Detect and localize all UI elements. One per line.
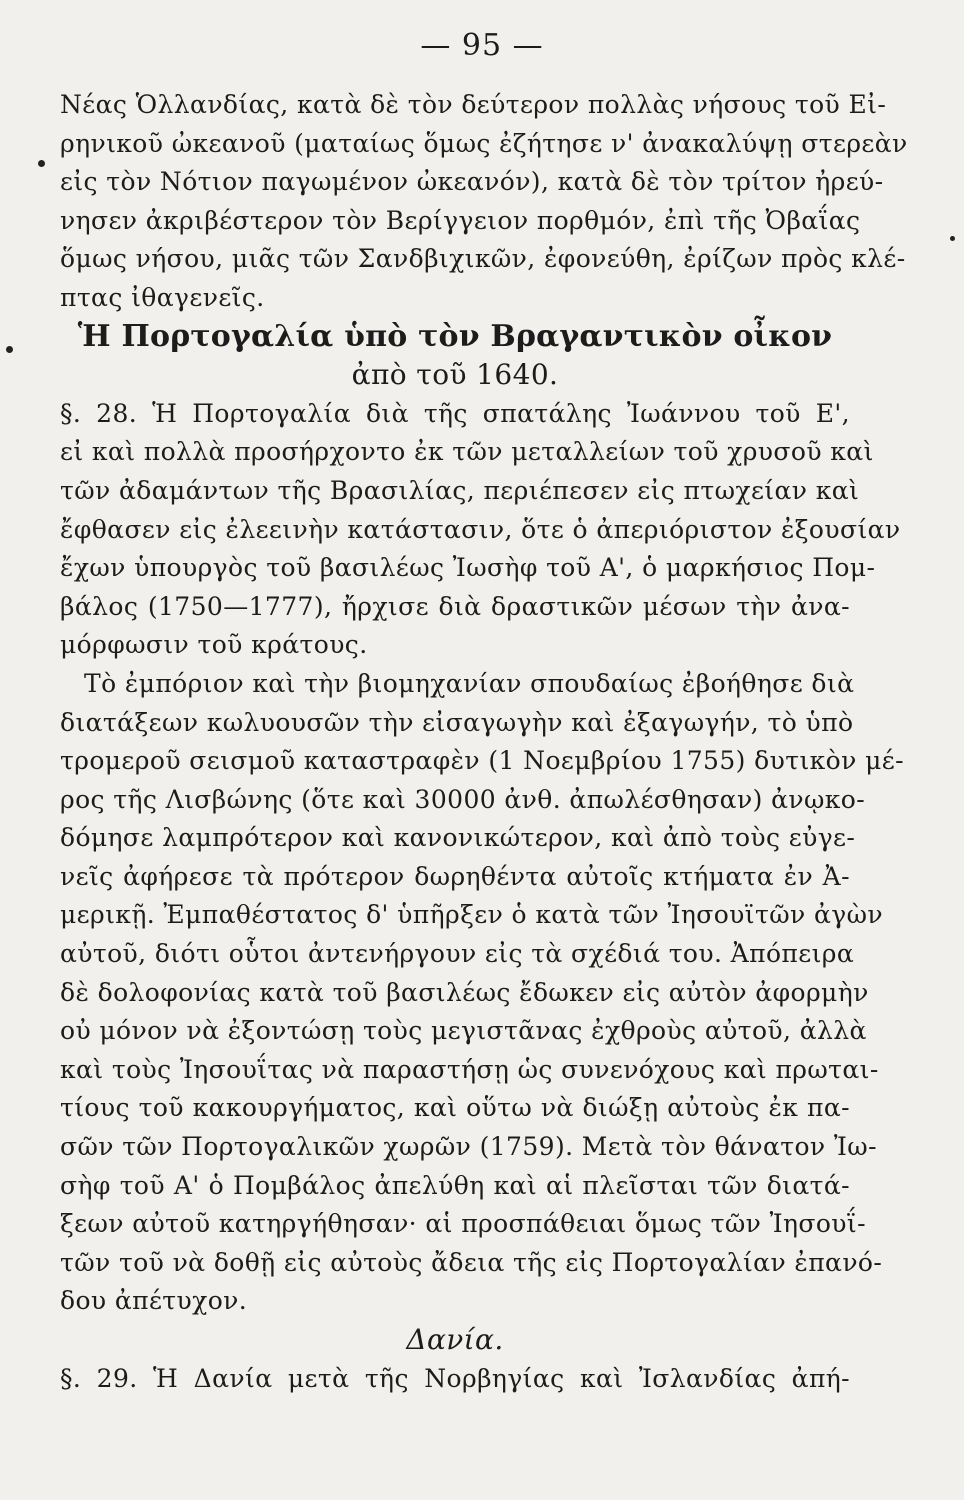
text-line: αὐτοῦ, διότι οὗτοι ἀντενήργουν εἰς τὰ σχέδιά του. Ἀπόπειρα [60,939,855,969]
section-heading: Δανία. [406,1323,504,1356]
text-line: ὅμως νήσου, μιᾶς τῶν Σανδβιχικῶν, ἐφονεύθη, ἐρίζων πρὸς κλέ- [60,244,906,274]
text-line: ἔφθασεν εἰς ἐλεεινὴν κατάστασιν, ὅτε ὁ ἀπεριόριστον ἐξουσίαν [60,514,901,544]
text-line: Νέας Ὁλλανδίας, κατὰ δὲ τὸν δεύτερον πολλὰς νήσους τοῦ Εἰ- [60,90,887,119]
text-line: τίους τοῦ κακουργήματος, καὶ οὕτω νὰ διώξῃ αὐτοὺς ἐκ πα- [60,1093,850,1123]
ink-spot [38,160,45,167]
ink-spot [6,346,13,353]
text-line: νεῖς ἀφήρεσε τὰ πρότερον δωρηθέντα αὐτοῖς κτήματα ἐν Ἀ- [60,861,850,891]
text-line: ρηνικοῦ ὠκεανοῦ (ματαίως ὅμως ἐζήτησε ν' ἀνακαλύψῃ στερεὰν [60,128,908,158]
text-line: τῶν ἀδαμάντων τῆς Βρασιλίας, περιέπεσεν εἰς πτωχείαν καὶ [60,475,860,505]
text-line: §. 29. Ἡ Δανία μετὰ τῆς Νορβηγίας καὶ Ἰσλανδίας ἀπή- [60,1363,850,1393]
text-line: §. 28. Ἡ Πορτογαλία διὰ τῆς σπατάλης Ἰωάννου τοῦ Ε', [60,398,850,428]
text-line: εἰς τὸν Νότιον παγωμένον ὠκεανόν), κατὰ δὲ τὸν τρίτον ἠρεύ- [60,167,884,197]
text-line: δου ἀπέτυχον. [60,1286,248,1316]
text-line: πτας ἰθαγενεῖς. [60,282,265,312]
text-line: σὴφ τοῦ Α' ὁ Πομβάλος ἀπελύθη καὶ αἱ πλεῖσται τῶν διατά- [60,1170,850,1200]
text-line: μόρφωσιν τοῦ κράτους. [60,630,368,660]
text-line: οὐ μόνον νὰ ἐξοντώσῃ τοὺς μεγιστᾶνας ἐχθροὺς αὐτοῦ, ἀλλὰ [60,1016,867,1046]
text-line: σῶν τῶν Πορτογαλικῶν χωρῶν (1759). Μετὰ τὸν θάνατον Ἰω- [60,1132,877,1162]
page-number: — 95 — [420,28,544,63]
text-line: τῶν τοῦ νὰ δοθῇ εἰς αὐτοὺς ἄδεια τῆς εἰς Πορτογαλίαν ἐπανό- [60,1247,883,1277]
text-line: ξεων αὐτοῦ κατηργήθησαν· αἱ προσπάθειαι ὅμως τῶν Ἰησουΐ- [60,1209,866,1239]
text-line: εἰ καὶ πολλὰ προσήρχοντο ἐκ τῶν μεταλλείων τοῦ χρυσοῦ καὶ [60,437,874,467]
section-heading-date: ἀπὸ τοῦ 1640. [351,358,559,392]
text-line: ρος τῆς Λισβώνης (ὅτε καὶ 30000 ἀνθ. ἀπωλέσθησαν) ἀνῳκο- [60,784,866,814]
text-line: δὲ δολοφονίας κατὰ τοῦ βασιλέως ἔδωκεν εἰς αὐτὸν ἀφορμὴν [60,977,869,1007]
text-line: νησεν ἀκριβέστερον τὸν Βερίγγειον πορθμόν, ἐπὶ τῆς Ὀβαΐας [60,205,861,235]
text-line: βάλος (1750—1777), ἤρχισε διὰ δραστικῶν μέσων τὴν ἀνα- [60,591,850,621]
ink-spot [950,236,955,241]
text-line: Τὸ ἐμπόριον καὶ τὴν βιομηχανίαν σπουδαίως ἐβοήθησε διὰ [84,668,855,698]
text-line: καὶ τοὺς Ἰησουΐτας νὰ παραστήσῃ ὡς συνενόχους καὶ πρωται- [60,1054,879,1084]
section-heading: Ἡ Πορτογαλία ὑπὸ τὸν Βραγαντικὸν οἶκον [77,318,833,354]
text-line: τρομεροῦ σεισμοῦ καταστραφὲν (1 Νοεμβρίου 1755) δυτικὸν μέ- [60,746,904,776]
text-line: δόμησε λαμπρότερον καὶ κανονικώτερον, καὶ ἀπὸ τοὺς εὐγε- [60,823,856,853]
text-line: διατάξεων κωλυουσῶν τὴν εἰσαγωγὴν καὶ ἐξαγωγήν, τὸ ὑπὸ [60,707,854,737]
text-line: ἔχων ὑπουργὸς τοῦ βασιλέως Ἰωσὴφ τοῦ Α', ὁ μαρκήσιος Πομ- [60,553,876,583]
text-line: μερικῇ. Ἐμπαθέστατος δ' ὑπῆρξεν ὁ κατὰ τῶν Ἰησουϊτῶν ἀγὼν [60,900,883,930]
page-body [60,86,908,1398]
